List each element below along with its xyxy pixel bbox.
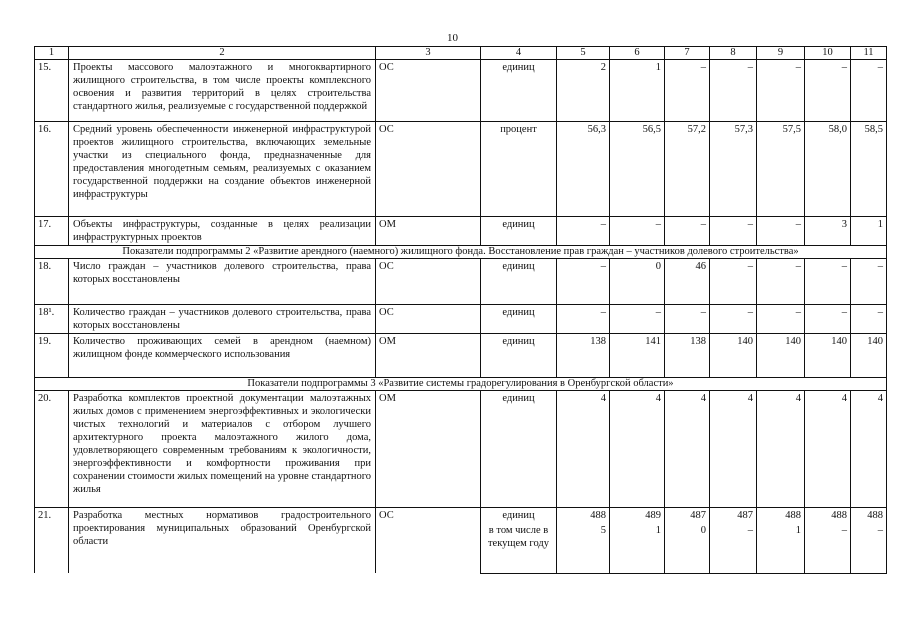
value-cell: 138 (665, 334, 710, 378)
column-header: 1 (35, 47, 69, 60)
table-row (35, 305, 887, 334)
value-cell: – (557, 305, 610, 334)
value-cell: 1 (610, 60, 665, 122)
value-cell: 1 (851, 217, 887, 246)
unit-cell: единиц (481, 508, 557, 524)
value-cell: 56,3 (557, 122, 610, 217)
column-header: 10 (805, 47, 851, 60)
sub-value-cell: 0 (665, 523, 710, 573)
indicator-name: Количество граждан – участников долевого строительства, права которых восстановлены (69, 305, 376, 334)
row-number: 18. (35, 259, 69, 305)
indicator-type: ОС (376, 259, 481, 305)
value-cell: – (557, 259, 610, 305)
sub-value-cell: 5 (557, 523, 610, 573)
value-cell: – (610, 217, 665, 246)
indicator-type: ОС (376, 305, 481, 334)
column-header: 4 (481, 47, 557, 60)
value-cell: 4 (805, 391, 851, 508)
section-row (35, 378, 887, 391)
unit-cell: единиц (481, 305, 557, 334)
value-cell: 140 (851, 334, 887, 378)
value-cell: 488 (851, 508, 887, 524)
unit-cell: процент (481, 122, 557, 217)
indicators-table (34, 46, 887, 574)
indicator-name: Разработка местных нормативов градостроительного проектирования муниципальных образований Оренбургской области (69, 508, 376, 574)
indicator-name: Объекты инфраструктуры, созданные в целях реализации инфраструктурных проектов (69, 217, 376, 246)
value-cell: 489 (610, 508, 665, 524)
indicator-name: Проекты массового малоэтажного и многоквартирного жилищного строительства, в том числе проекты комплексного освоения и развития территорий в целях строительства стандартного жилья, реализуемые с государственной поддержкой (69, 60, 376, 122)
indicator-type: ОС (376, 60, 481, 122)
value-cell: 46 (665, 259, 710, 305)
value-cell: 3 (805, 217, 851, 246)
row-number: 17. (35, 217, 69, 246)
page-number: 10 (447, 32, 458, 44)
value-cell: – (851, 305, 887, 334)
value-cell: – (757, 259, 805, 305)
value-cell: 57,2 (665, 122, 710, 217)
value-cell: 57,3 (710, 122, 757, 217)
value-cell: 2 (557, 60, 610, 122)
column-header: 2 (69, 47, 376, 60)
unit-cell: единиц (481, 391, 557, 508)
value-cell: 488 (557, 508, 610, 524)
sub-value-cell: 1 (610, 523, 665, 573)
row-number: 18¹. (35, 305, 69, 334)
indicator-name: Число граждан – участников долевого строительства, права которых восстановлены (69, 259, 376, 305)
table-row (35, 259, 887, 305)
row-number: 15. (35, 60, 69, 122)
value-cell: 141 (610, 334, 665, 378)
value-cell: 4 (610, 391, 665, 508)
unit-cell: единиц (481, 334, 557, 378)
value-cell: 4 (665, 391, 710, 508)
table-row (35, 217, 887, 246)
value-cell: 58,0 (805, 122, 851, 217)
value-cell: – (610, 305, 665, 334)
sub-unit-cell: в том числе в текущем году (481, 523, 557, 573)
value-cell: – (710, 305, 757, 334)
unit-cell: единиц (481, 60, 557, 122)
sub-value-cell: – (805, 523, 851, 573)
value-cell: – (557, 217, 610, 246)
value-cell: 56,5 (610, 122, 665, 217)
value-cell: – (665, 305, 710, 334)
column-header: 6 (610, 47, 665, 60)
value-cell: 140 (805, 334, 851, 378)
row-number: 21. (35, 508, 69, 574)
column-header: 11 (851, 47, 887, 60)
value-cell: 487 (710, 508, 757, 524)
table-row (35, 391, 887, 508)
row-number: 19. (35, 334, 69, 378)
table-row (35, 334, 887, 378)
value-cell: 140 (757, 334, 805, 378)
indicator-type: ОМ (376, 334, 481, 378)
value-cell: – (757, 60, 805, 122)
value-cell: – (710, 217, 757, 246)
indicator-type: ОМ (376, 217, 481, 246)
column-header: 7 (665, 47, 710, 60)
sub-value-cell: – (851, 523, 887, 573)
value-cell: 487 (665, 508, 710, 524)
value-cell: – (851, 60, 887, 122)
value-cell: 58,5 (851, 122, 887, 217)
value-cell: 0 (610, 259, 665, 305)
value-cell: – (757, 305, 805, 334)
value-cell: – (710, 60, 757, 122)
column-header: 9 (757, 47, 805, 60)
indicator-name: Средний уровень обеспеченности инженерной инфраструктурой проектов жилищного строительства, включающих земельные участки из специального фонда, предназначенные для предоставления многодетным семьям, реализуемых с оказанием государственной поддержки на создание объектов инженерной инфраструктуры (69, 122, 376, 217)
value-cell: – (851, 259, 887, 305)
table-row (35, 60, 887, 122)
indicator-type: ОМ (376, 391, 481, 508)
row-number: 16. (35, 122, 69, 217)
indicator-type: ОС (376, 508, 481, 574)
value-cell: 4 (757, 391, 805, 508)
value-cell: – (805, 305, 851, 334)
indicator-name: Разработка комплектов проектной документации малоэтажных жилых домов с применением энергоэффективных и экологически чистых технологий и материалов с отбором лучшего архитектурного проекта малоэтажного жилого дома, удовлетворяющего современным требованиям к экологичности, энергоэффективности и комфортности проживания при сохранении стоимости жилых помещений на уровне стандартного жилья (69, 391, 376, 508)
section-title: Показатели подпрограммы 2 «Развитие арендного (наемного) жилищного фонда. Восстановление прав граждан – участников долевого строительства» (35, 246, 887, 259)
table-row (35, 508, 887, 524)
row-number: 20. (35, 391, 69, 508)
value-cell: – (665, 60, 710, 122)
section-row (35, 246, 887, 259)
value-cell: 4 (710, 391, 757, 508)
table-row (35, 122, 887, 217)
value-cell: 4 (851, 391, 887, 508)
column-header: 5 (557, 47, 610, 60)
value-cell: 140 (710, 334, 757, 378)
value-cell: – (665, 217, 710, 246)
value-cell: 488 (757, 508, 805, 524)
column-header: 3 (376, 47, 481, 60)
column-number-row (35, 47, 887, 60)
value-cell: 4 (557, 391, 610, 508)
value-cell: 488 (805, 508, 851, 524)
value-cell: – (805, 259, 851, 305)
value-cell: – (757, 217, 805, 246)
unit-cell: единиц (481, 259, 557, 305)
value-cell: 57,5 (757, 122, 805, 217)
value-cell: – (805, 60, 851, 122)
indicator-name: Количество проживающих семей в арендном (наемном) жилищном фонде коммерческого использования (69, 334, 376, 378)
value-cell: 138 (557, 334, 610, 378)
indicator-type: ОС (376, 122, 481, 217)
sub-value-cell: – (710, 523, 757, 573)
unit-cell: единиц (481, 217, 557, 246)
sub-value-cell: 1 (757, 523, 805, 573)
column-header: 8 (710, 47, 757, 60)
section-title: Показатели подпрограммы 3 «Развитие системы градорегулирования в Оренбургской области» (35, 378, 887, 391)
value-cell: – (710, 259, 757, 305)
